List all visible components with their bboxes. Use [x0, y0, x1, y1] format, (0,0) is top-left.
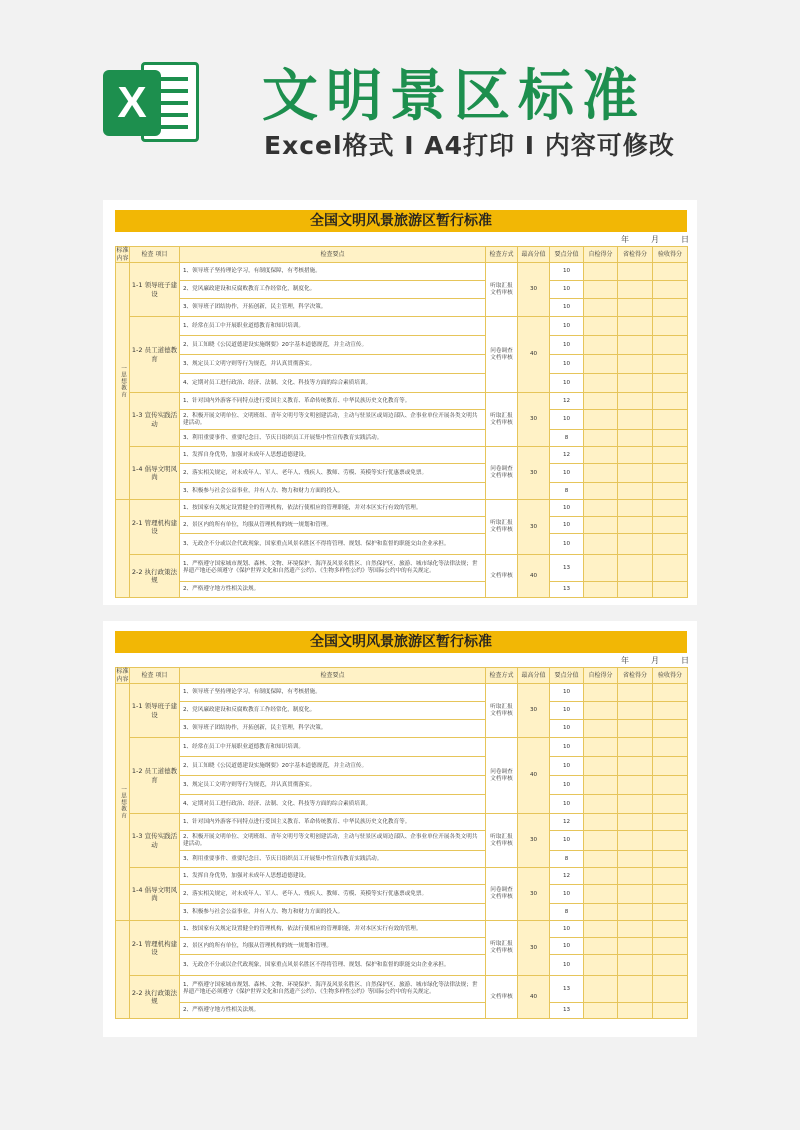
- point-score-cell: 10: [550, 938, 584, 955]
- self-check-cell[interactable]: [584, 355, 618, 374]
- excel-logo-icon: [103, 58, 203, 148]
- self-check-cell[interactable]: [584, 795, 618, 814]
- table-row: [116, 410, 688, 430]
- province-check-cell[interactable]: [618, 582, 653, 598]
- table-row: [116, 684, 688, 702]
- self-check-cell[interactable]: [584, 464, 618, 483]
- date-row: [115, 232, 687, 246]
- province-check-cell[interactable]: [618, 795, 653, 814]
- column-header: 自检得分: [584, 247, 618, 263]
- self-check-cell[interactable]: [584, 410, 618, 430]
- table-row: [116, 831, 688, 851]
- self-check-cell[interactable]: [584, 317, 618, 336]
- self-check-cell[interactable]: [584, 885, 618, 904]
- sheet-inner: [115, 210, 687, 605]
- acceptance-cell[interactable]: [653, 868, 688, 885]
- point-score-cell: 10: [550, 720, 584, 738]
- province-check-cell[interactable]: [618, 447, 653, 464]
- table-row: [116, 355, 688, 374]
- point-score-cell: 10: [550, 517, 584, 534]
- acceptance-cell[interactable]: [653, 447, 688, 464]
- province-check-cell[interactable]: [618, 464, 653, 483]
- table-row: [116, 483, 688, 500]
- point-score-cell: 10: [550, 738, 584, 757]
- table-row: [116, 336, 688, 355]
- point-score-cell: 12: [550, 393, 584, 410]
- sheet-preview-1: [103, 200, 697, 605]
- group-name-cell: 2-1 管理机构建设: [130, 500, 180, 555]
- acceptance-cell[interactable]: [653, 430, 688, 447]
- acceptance-cell[interactable]: [653, 684, 688, 702]
- date-day-label: 日: [681, 656, 689, 665]
- table-row: [116, 555, 688, 582]
- acceptance-cell[interactable]: [653, 776, 688, 795]
- check-item-cell: 2、党风廉政建设和反腐败教育工作经常化，制度化。: [180, 702, 486, 720]
- category-cell: 一思想教育: [116, 263, 130, 500]
- self-check-cell[interactable]: [584, 684, 618, 702]
- table-row: [116, 776, 688, 795]
- point-score-cell: 10: [550, 795, 584, 814]
- table-row: [116, 430, 688, 447]
- column-header: 标准内容: [116, 668, 129, 683]
- self-check-cell[interactable]: [584, 447, 618, 464]
- acceptance-cell[interactable]: [653, 814, 688, 831]
- self-check-cell[interactable]: [584, 738, 618, 757]
- max-score-cell: 40: [518, 317, 550, 393]
- province-check-cell[interactable]: [618, 955, 653, 976]
- group-name-cell: 1-4 倡导文明风尚: [130, 868, 180, 921]
- max-score-cell: 30: [518, 868, 550, 921]
- self-check-cell[interactable]: [584, 1003, 618, 1019]
- check-item-cell: 4、定期对员工进行政治、经济、法制、文化、科技等方面的综合素质培训。: [180, 374, 486, 393]
- province-check-cell[interactable]: [618, 517, 653, 534]
- column-header: 检查要点: [180, 247, 486, 263]
- check-item-cell: 3、利用重要事件、重要纪念日、节庆日组织员工开展集中性宣传教育实践活动。: [180, 851, 486, 868]
- point-score-cell: 13: [550, 555, 584, 582]
- column-header: 检查方式: [486, 247, 518, 263]
- group-name-cell: 2-2 执行政策法规: [130, 555, 180, 598]
- page-title: 文明景区标准: [262, 64, 646, 129]
- check-item-cell: 2、严格遵守地方性相关法规。: [180, 582, 486, 598]
- table-row: [116, 281, 688, 299]
- table-header-row: [116, 668, 688, 684]
- point-score-cell: 10: [550, 684, 584, 702]
- date-year-label: 年: [621, 656, 629, 665]
- point-score-cell: 12: [550, 814, 584, 831]
- table-row: [116, 299, 688, 317]
- method-cell: 问卷调查 文档审核: [486, 868, 518, 921]
- self-check-cell[interactable]: [584, 555, 618, 582]
- point-score-cell: 10: [550, 921, 584, 938]
- table-row: [116, 464, 688, 483]
- point-score-cell: 10: [550, 702, 584, 720]
- self-check-cell[interactable]: [584, 976, 618, 1003]
- check-item-cell: 1、严格遵守国家城市规划、森林、文物、环境保护、海洋及风景名胜区、自然保护区、旅游、城市绿化等法律法规；世界遗产地还必须遵守《保护世界文化和自然遗产公约》、《生物多样性公约》等国际公约中的有关规定。: [180, 555, 486, 582]
- point-score-cell: 13: [550, 582, 584, 598]
- point-score-cell: 8: [550, 904, 584, 921]
- column-header: 检查 项目: [130, 247, 180, 263]
- category-cell: 一思想教育: [116, 684, 130, 921]
- check-item-cell: 2、严格遵守地方性相关法规。: [180, 1003, 486, 1019]
- table-header-row: [116, 247, 688, 263]
- province-check-cell[interactable]: [618, 814, 653, 831]
- max-score-cell: 30: [518, 263, 550, 317]
- method-cell: 问卷调查 文档审核: [486, 317, 518, 393]
- point-score-cell: 10: [550, 355, 584, 374]
- check-item-cell: 1、发挥自身优势，加强对未成年人思想道德建设。: [180, 868, 486, 885]
- date-month-label: 月: [651, 235, 659, 244]
- self-check-cell[interactable]: [584, 263, 618, 281]
- group-name-cell: 1-4 倡导文明风尚: [130, 447, 180, 500]
- table-row: [116, 500, 688, 517]
- table-row: [116, 885, 688, 904]
- check-item-cell: 1、领导班子坚持理论学习，有制度保障，有考核措施。: [180, 684, 486, 702]
- point-score-cell: 8: [550, 483, 584, 500]
- self-check-cell[interactable]: [584, 336, 618, 355]
- column-header: 检查要点: [180, 668, 486, 684]
- check-item-cell: 3、积极参与社会公益事业，并有人力、物力和财力方面的投入。: [180, 483, 486, 500]
- acceptance-cell[interactable]: [653, 938, 688, 955]
- point-score-cell: 10: [550, 500, 584, 517]
- self-check-cell[interactable]: [584, 757, 618, 776]
- self-check-cell[interactable]: [584, 904, 618, 921]
- standards-table: [115, 667, 688, 1019]
- column-header: 省检得分: [618, 247, 653, 263]
- check-item-cell: 1、领导班子坚持理论学习，有制度保障，有考核措施。: [180, 263, 486, 281]
- self-check-cell[interactable]: [584, 393, 618, 410]
- province-check-cell[interactable]: [618, 263, 653, 281]
- self-check-cell[interactable]: [584, 831, 618, 851]
- sheet-inner: [115, 631, 687, 1037]
- max-score-cell: 40: [518, 555, 550, 598]
- point-score-cell: 10: [550, 776, 584, 795]
- acceptance-cell[interactable]: [653, 464, 688, 483]
- max-score-cell: 30: [518, 393, 550, 447]
- group-name-cell: 2-2 执行政策法规: [130, 976, 180, 1019]
- table-row: [116, 393, 688, 410]
- column-header: 要点分值: [550, 247, 584, 263]
- check-item-cell: 2、员工知晓《公民道德建设实施纲要》20字基本道德规范，并主动宣传。: [180, 336, 486, 355]
- self-check-cell[interactable]: [584, 430, 618, 447]
- method-cell: 听取汇报 文档审核: [486, 393, 518, 447]
- self-check-cell[interactable]: [584, 582, 618, 598]
- check-item-cell: 1、经常在员工中开展职业道德教育和知识培训。: [180, 738, 486, 757]
- province-check-cell[interactable]: [618, 851, 653, 868]
- province-check-cell[interactable]: [618, 336, 653, 355]
- point-score-cell: 12: [550, 868, 584, 885]
- self-check-cell[interactable]: [584, 955, 618, 976]
- acceptance-cell[interactable]: [653, 317, 688, 336]
- self-check-cell[interactable]: [584, 517, 618, 534]
- method-cell: 问卷调查 文档审核: [486, 447, 518, 500]
- self-check-cell[interactable]: [584, 299, 618, 317]
- table-row: [116, 868, 688, 885]
- category-cell-2: [116, 500, 130, 598]
- acceptance-cell[interactable]: [653, 976, 688, 1003]
- check-item-cell: 2、落实相关规定，对未成年人、军人、老年人、残疾人、教师、劳模、英模等实行优惠票或免票。: [180, 885, 486, 904]
- sheet-preview-2: [103, 621, 697, 1037]
- table-row: [116, 374, 688, 393]
- acceptance-cell[interactable]: [653, 702, 688, 720]
- self-check-cell[interactable]: [584, 702, 618, 720]
- check-item-cell: 3、无政企不分或以企代政现象，国家重点风景名胜区不得将管理、规划、保护和监督的职能交由企业承担。: [180, 534, 486, 555]
- check-item-cell: 3、积极参与社会公益事业，并有人力、物力和财力方面的投入。: [180, 904, 486, 921]
- point-score-cell: 10: [550, 317, 584, 336]
- table-row: [116, 757, 688, 776]
- acceptance-cell[interactable]: [653, 1003, 688, 1019]
- acceptance-cell[interactable]: [653, 921, 688, 938]
- table-row: [116, 921, 688, 938]
- check-item-cell: 1、针对国内外游客不同特点进行爱国主义教育、革命传统教育、中华民族历史文化教育等。: [180, 393, 486, 410]
- column-header: 要点分值: [550, 668, 584, 684]
- acceptance-cell[interactable]: [653, 885, 688, 904]
- table-row: [116, 738, 688, 757]
- province-check-cell[interactable]: [618, 938, 653, 955]
- max-score-cell: 30: [518, 684, 550, 738]
- page-subtitle: Excel格式 I A4打印 I 内容可修改: [264, 131, 675, 160]
- acceptance-cell[interactable]: [653, 517, 688, 534]
- check-item-cell: 1、发挥自身优势，加强对未成年人思想道德建设。: [180, 447, 486, 464]
- column-header: 最高分值: [518, 247, 550, 263]
- column-header: 验收得分: [653, 247, 688, 263]
- point-score-cell: 10: [550, 831, 584, 851]
- check-item-cell: 3、规定员工文明守则等行为规范，并认真贯彻落实。: [180, 355, 486, 374]
- column-header: 检查方式: [486, 668, 518, 684]
- check-item-cell: 2、积极开展文明单位、文明班组、青年文明号等文明创建活动，主动与驻景区或周边部队、企事业单位开展各类文明共建活动。: [180, 831, 486, 851]
- table-row: [116, 534, 688, 555]
- method-cell: 听取汇报 文档审核: [486, 500, 518, 555]
- province-check-cell[interactable]: [618, 281, 653, 299]
- province-check-cell[interactable]: [618, 355, 653, 374]
- table-row: [116, 814, 688, 831]
- table-row: [116, 720, 688, 738]
- category-cell-2: [116, 921, 130, 1019]
- acceptance-cell[interactable]: [653, 831, 688, 851]
- check-item-cell: 1、经常在员工中开展职业道德教育和知识培训。: [180, 317, 486, 336]
- check-item-cell: 2、积极开展文明单位、文明班组、青年文明号等文明创建活动，主动与驻景区或周边部队、企事业单位开展各类文明共建活动。: [180, 410, 486, 430]
- self-check-cell[interactable]: [584, 776, 618, 795]
- check-item-cell: 4、定期对员工进行政治、经济、法制、文化、科技等方面的综合素质培训。: [180, 795, 486, 814]
- province-check-cell[interactable]: [618, 976, 653, 1003]
- column-header: 自检得分: [584, 668, 618, 684]
- check-item-cell: 3、利用重要事件、重要纪念日、节庆日组织员工开展集中性宣传教育实践活动。: [180, 430, 486, 447]
- check-item-cell: 3、规定员工文明守则等行为规范，并认真贯彻落实。: [180, 776, 486, 795]
- province-check-cell[interactable]: [618, 738, 653, 757]
- acceptance-cell[interactable]: [653, 355, 688, 374]
- max-score-cell: 30: [518, 921, 550, 976]
- sheet-title: 全国文明风景旅游区暂行标准: [115, 631, 687, 653]
- check-item-cell: 2、落实相关规定，对未成年人、军人、老年人、残疾人、教师、劳模、英模等实行优惠票或免票。: [180, 464, 486, 483]
- method-cell: 文档审核: [486, 555, 518, 598]
- method-cell: 听取汇报 文档审核: [486, 814, 518, 868]
- column-header: 检查 项目: [130, 668, 180, 684]
- table-row: [116, 851, 688, 868]
- point-score-cell: 10: [550, 534, 584, 555]
- check-item-cell: 1、按国家有关规定设置健全的管理机构，依法行使相应的管理职能，并对本区实行有效的管理。: [180, 921, 486, 938]
- province-check-cell[interactable]: [618, 410, 653, 430]
- acceptance-cell[interactable]: [653, 555, 688, 582]
- table-row: [116, 582, 688, 598]
- date-year-label: 年: [621, 235, 629, 244]
- acceptance-cell[interactable]: [653, 720, 688, 738]
- point-score-cell: 13: [550, 1003, 584, 1019]
- check-item-cell: 3、领导班子团结协作，开拓创新，民主管理，科学决策。: [180, 299, 486, 317]
- max-score-cell: 30: [518, 814, 550, 868]
- point-score-cell: 10: [550, 410, 584, 430]
- max-score-cell: 40: [518, 738, 550, 814]
- point-score-cell: 10: [550, 464, 584, 483]
- table-row: [116, 263, 688, 281]
- max-score-cell: 40: [518, 976, 550, 1019]
- point-score-cell: 8: [550, 430, 584, 447]
- column-header: 验收得分: [653, 668, 688, 684]
- province-check-cell[interactable]: [618, 317, 653, 336]
- date-day-label: 日: [681, 235, 689, 244]
- method-cell: 文档审核: [486, 976, 518, 1019]
- point-score-cell: 10: [550, 299, 584, 317]
- table-row: [116, 517, 688, 534]
- point-score-cell: 10: [550, 955, 584, 976]
- group-name-cell: 2-1 管理机构建设: [130, 921, 180, 976]
- check-item-cell: 2、景区内的所有单位，均服从管理机构的统一规划和管理。: [180, 938, 486, 955]
- check-item-cell: 3、领导班子团结协作，开拓创新，民主管理，科学决策。: [180, 720, 486, 738]
- date-month-label: 月: [651, 656, 659, 665]
- point-score-cell: 10: [550, 757, 584, 776]
- acceptance-cell[interactable]: [653, 582, 688, 598]
- province-check-cell[interactable]: [618, 921, 653, 938]
- province-check-cell[interactable]: [618, 720, 653, 738]
- acceptance-cell[interactable]: [653, 263, 688, 281]
- self-check-cell[interactable]: [584, 921, 618, 938]
- group-name-cell: 1-3 宣传实践活动: [130, 393, 180, 447]
- column-header: 标准内容: [116, 247, 129, 262]
- check-item-cell: 3、无政企不分或以企代政现象，国家重点风景名胜区不得将管理、规划、保护和监督的职能交由企业承担。: [180, 955, 486, 976]
- acceptance-cell[interactable]: [653, 534, 688, 555]
- check-item-cell: 1、针对国内外游客不同特点进行爱国主义教育、革命传统教育、中华民族历史文化教育等。: [180, 814, 486, 831]
- province-check-cell[interactable]: [618, 483, 653, 500]
- point-score-cell: 10: [550, 885, 584, 904]
- self-check-cell[interactable]: [584, 938, 618, 955]
- method-cell: 听取汇报 文档审核: [486, 684, 518, 738]
- province-check-cell[interactable]: [618, 757, 653, 776]
- method-cell: 听取汇报 文档审核: [486, 921, 518, 976]
- province-check-cell[interactable]: [618, 904, 653, 921]
- self-check-cell[interactable]: [584, 868, 618, 885]
- province-check-cell[interactable]: [618, 831, 653, 851]
- acceptance-cell[interactable]: [653, 281, 688, 299]
- max-score-cell: 30: [518, 447, 550, 500]
- acceptance-cell[interactable]: [653, 955, 688, 976]
- province-check-cell[interactable]: [618, 500, 653, 517]
- province-check-cell[interactable]: [618, 430, 653, 447]
- self-check-cell[interactable]: [584, 500, 618, 517]
- excel-x-badge: X: [103, 70, 161, 136]
- province-check-cell[interactable]: [618, 374, 653, 393]
- table-row: [116, 447, 688, 464]
- standards-table: [115, 246, 688, 598]
- table-row: [116, 702, 688, 720]
- province-check-cell[interactable]: [618, 684, 653, 702]
- check-item-cell: 1、严格遵守国家城市规划、森林、文物、环境保护、海洋及风景名胜区、自然保护区、旅游、城市绿化等法律法规；世界遗产地还必须遵守《保护世界文化和自然遗产公约》、《生物多样性公约》等国际公约中的有关规定。: [180, 976, 486, 1003]
- table-row: [116, 955, 688, 976]
- acceptance-cell[interactable]: [653, 410, 688, 430]
- province-check-cell[interactable]: [618, 534, 653, 555]
- method-cell: 问卷调查 文档审核: [486, 738, 518, 814]
- table-row: [116, 1003, 688, 1019]
- point-score-cell: 10: [550, 281, 584, 299]
- self-check-cell[interactable]: [584, 814, 618, 831]
- province-check-cell[interactable]: [618, 868, 653, 885]
- self-check-cell[interactable]: [584, 534, 618, 555]
- check-item-cell: 2、员工知晓《公民道德建设实施纲要》20字基本道德规范，并主动宣传。: [180, 757, 486, 776]
- group-name-cell: 1-2 员工道德教育: [130, 738, 180, 814]
- max-score-cell: 30: [518, 500, 550, 555]
- acceptance-cell[interactable]: [653, 299, 688, 317]
- table-row: [116, 317, 688, 336]
- acceptance-cell[interactable]: [653, 393, 688, 410]
- province-check-cell[interactable]: [618, 885, 653, 904]
- point-score-cell: 13: [550, 976, 584, 1003]
- self-check-cell[interactable]: [584, 720, 618, 738]
- point-score-cell: 10: [550, 263, 584, 281]
- group-name-cell: 1-2 员工道德教育: [130, 317, 180, 393]
- sheet-title: 全国文明风景旅游区暂行标准: [115, 210, 687, 232]
- point-score-cell: 12: [550, 447, 584, 464]
- province-check-cell[interactable]: [618, 393, 653, 410]
- check-item-cell: 2、景区内的所有单位，均服从管理机构的统一规划和管理。: [180, 517, 486, 534]
- acceptance-cell[interactable]: [653, 851, 688, 868]
- check-item-cell: 2、党风廉政建设和反腐败教育工作经常化，制度化。: [180, 281, 486, 299]
- province-check-cell[interactable]: [618, 776, 653, 795]
- column-header: 最高分值: [518, 668, 550, 684]
- point-score-cell: 10: [550, 336, 584, 355]
- acceptance-cell[interactable]: [653, 500, 688, 517]
- table-row: [116, 795, 688, 814]
- self-check-cell[interactable]: [584, 281, 618, 299]
- table-row: [116, 976, 688, 1003]
- acceptance-cell[interactable]: [653, 738, 688, 757]
- group-name-cell: 1-1 领导班子建设: [130, 263, 180, 317]
- acceptance-cell[interactable]: [653, 904, 688, 921]
- point-score-cell: 8: [550, 851, 584, 868]
- group-name-cell: 1-1 领导班子建设: [130, 684, 180, 738]
- acceptance-cell[interactable]: [653, 336, 688, 355]
- table-row: [116, 938, 688, 955]
- acceptance-cell[interactable]: [653, 483, 688, 500]
- province-check-cell[interactable]: [618, 555, 653, 582]
- check-item-cell: 1、按国家有关规定设置健全的管理机构，依法行使相应的管理职能，并对本区实行有效的管理。: [180, 500, 486, 517]
- group-name-cell: 1-3 宣传实践活动: [130, 814, 180, 868]
- point-score-cell: 10: [550, 374, 584, 393]
- table-row: [116, 904, 688, 921]
- date-row: [115, 653, 687, 667]
- acceptance-cell[interactable]: [653, 374, 688, 393]
- method-cell: 听取汇报 文档审核: [486, 263, 518, 317]
- self-check-cell[interactable]: [584, 483, 618, 500]
- province-check-cell[interactable]: [618, 299, 653, 317]
- self-check-cell[interactable]: [584, 374, 618, 393]
- self-check-cell[interactable]: [584, 851, 618, 868]
- acceptance-cell[interactable]: [653, 757, 688, 776]
- province-check-cell[interactable]: [618, 1003, 653, 1019]
- column-header: 省检得分: [618, 668, 653, 684]
- acceptance-cell[interactable]: [653, 795, 688, 814]
- province-check-cell[interactable]: [618, 702, 653, 720]
